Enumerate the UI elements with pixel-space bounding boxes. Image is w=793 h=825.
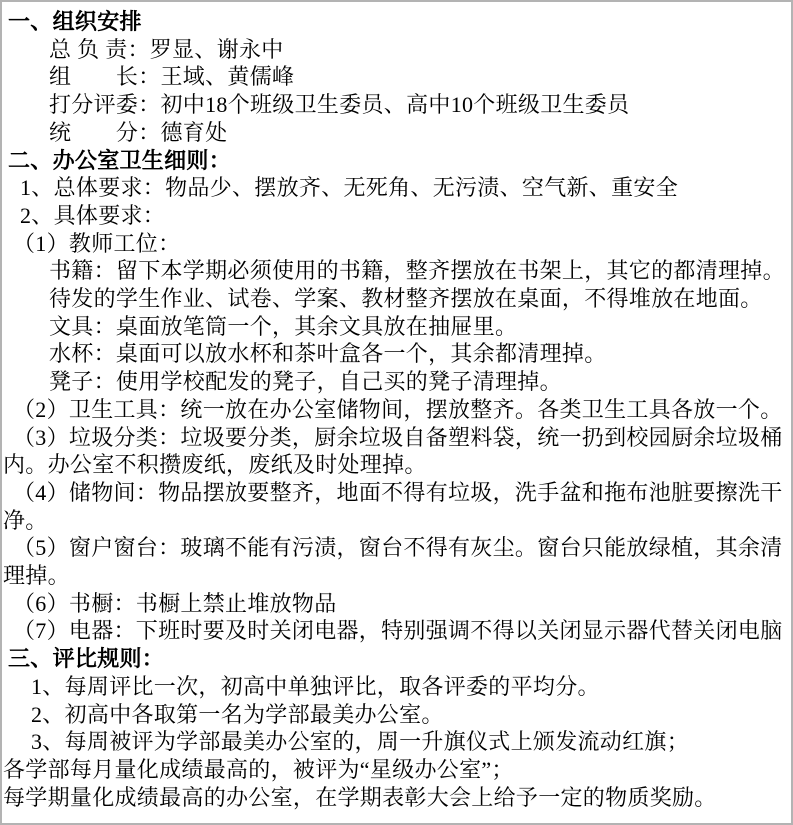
document xyxy=(2,8,791,811)
text-line: （1）教师工位： xyxy=(13,230,181,256)
text-line: 总 负 责：罗显、谢永中 xyxy=(49,36,284,62)
text-line: 书籍：留下本学期必须使用的书籍，整齐摆放在书架上，其它的都清理掉。 xyxy=(49,258,785,284)
text-line: 待发的学生作业、试卷、学案、教材整齐摆放在桌面，不得堆放在地面。 xyxy=(49,286,763,312)
text-line: （6）书橱：书橱上禁止堆放物品 xyxy=(13,590,337,616)
text-line: 凳子：使用学校配发的凳子，自己买的凳子清理掉。 xyxy=(49,369,562,395)
section-heading: 一、组织安排 xyxy=(8,9,142,34)
section-heading: 三、评比规则： xyxy=(8,646,165,672)
text-line: （4）储物间：物品摆放要整齐，地面不得有垃圾，洗手盆和拖布池脏要擦洗干 xyxy=(13,479,783,505)
text-line: 水杯：桌面可以放水杯和茶叶盒各一个，其余都清理掉。 xyxy=(49,341,607,367)
text-line: 1、每周评比一次，初高中单独评比，取各评委的平均分。 xyxy=(31,673,600,699)
text-line: 净。 xyxy=(3,507,48,533)
text-line: 组 长：王域、黄儒峰 xyxy=(49,64,295,90)
section-heading: 二、办公室卫生细则： xyxy=(8,147,232,173)
text-line: （2）卫生工具：统一放在办公室储物间，摆放整齐。各类卫生工具各放一个。 xyxy=(13,396,783,422)
text-line: （7）电器：下班时要及时关闭电器，特别强调不得以关闭显示器代替关闭电脑 xyxy=(13,618,783,644)
text-line: 2、具体要求： xyxy=(20,202,166,228)
text-line: 内。办公室不积攒废纸，废纸及时处理掉。 xyxy=(3,452,427,478)
text-line: 每学期量化成绩最高的办公室，在学期表彰大会上给予一定的物质奖励。 xyxy=(3,784,717,810)
text-line: （3）垃圾分类：垃圾要分类，厨余垃圾自备塑料袋，统一扔到校园厨余垃圾桶 xyxy=(13,424,783,450)
text-line: 理掉。 xyxy=(3,563,70,589)
text-line: 3、每周被评为学部最美办公室的，周一升旗仪式上颁发流动红旗； xyxy=(31,729,690,755)
text-line: 打分评委：初中18个班级卫生委员、高中10个班级卫生委员 xyxy=(49,92,630,118)
text-line: （5）窗户窗台：玻璃不能有污渍，窗台不得有灰尘。窗台只能放绿植，其余清 xyxy=(13,535,783,561)
text-line: 1、总体要求：物品少、摆放齐、无死角、无污渍、空气新、重安全 xyxy=(20,175,679,201)
text-line: 2、初高中各取第一名为学部最美办公室。 xyxy=(31,701,444,727)
text-line: 各学部每月量化成绩最高的，被评为“星级办公室”； xyxy=(3,756,514,782)
text-line: 统 分：德育处 xyxy=(49,119,228,145)
text-line: 文具：桌面放笔筒一个，其余文具放在抽屉里。 xyxy=(49,313,518,339)
